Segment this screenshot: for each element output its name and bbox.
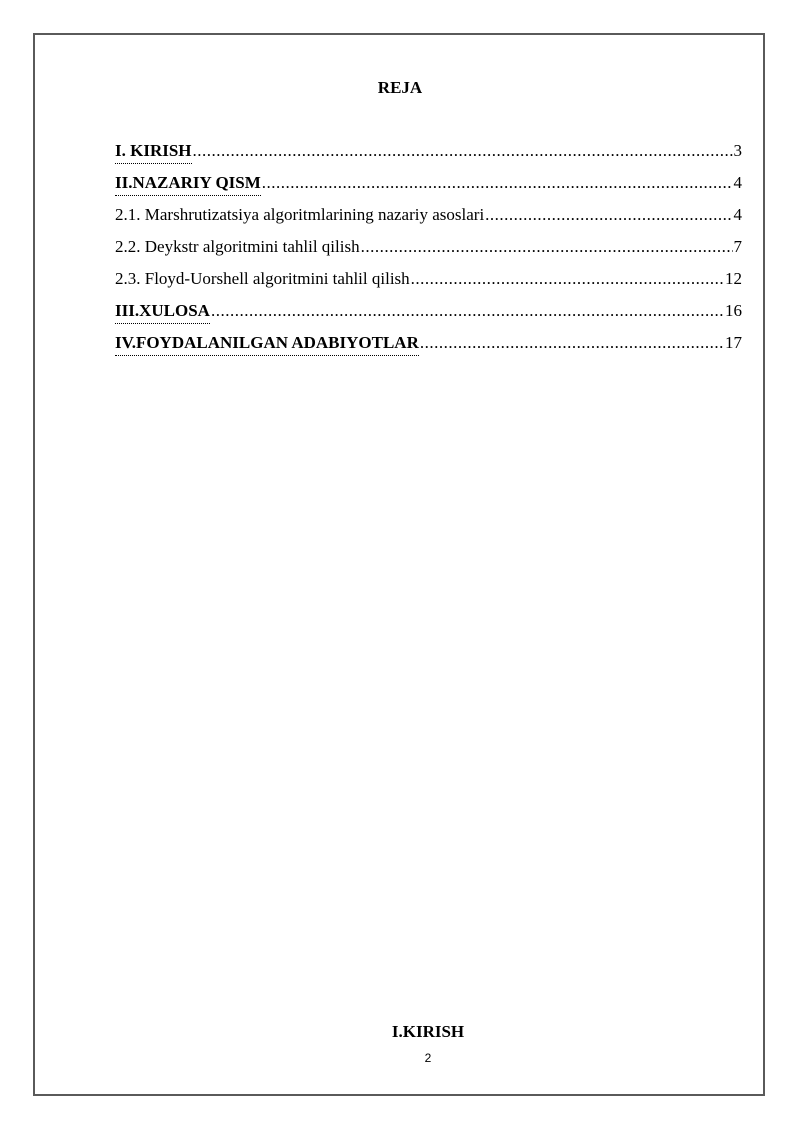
toc-entry-text: III.XULOSA — [115, 299, 210, 324]
toc-page-number: 4 — [733, 205, 742, 224]
toc-leader-dots — [361, 235, 733, 259]
toc-entry-text: II.NAZARIY QISM — [115, 171, 261, 196]
toc-page-number: 7 — [733, 237, 742, 256]
toc-leader-dots — [262, 171, 733, 195]
toc-entry-text: IV.FOYDALANILGAN ADABIYOTLAR — [115, 331, 419, 356]
toc-entry[interactable] — [115, 139, 742, 171]
toc-leader-dots — [411, 267, 724, 291]
toc-entry[interactable] — [115, 171, 742, 203]
toc-leader-dots — [485, 203, 732, 227]
toc-entry-text: I. KIRISH — [115, 139, 192, 164]
toc-leader-dots — [420, 331, 724, 355]
section-heading: I.KIRISH — [391, 1022, 465, 1041]
toc-entry[interactable] — [115, 235, 742, 267]
toc-leader-dots — [193, 139, 733, 163]
toc-page-number: 12 — [725, 269, 742, 288]
toc-entry-text: 2.2. Deykstr algoritmini tahlil qilish — [115, 237, 360, 256]
toc-entry-text: 2.3. Floyd-Uorshell algoritmini tahlil qilish — [115, 269, 410, 288]
document-title: REJA — [377, 78, 423, 97]
toc-leader-dots — [211, 299, 724, 323]
table-of-contents — [115, 139, 742, 363]
toc-entry[interactable] — [115, 331, 742, 363]
toc-page-number: 17 — [725, 333, 742, 352]
toc-entry[interactable] — [115, 203, 742, 235]
toc-page-number: 3 — [733, 141, 742, 160]
toc-entry[interactable] — [115, 267, 742, 299]
toc-entry-text: 2.1. Marshrutizatsiya algoritmlarining nazariy asoslari — [115, 205, 485, 224]
page-number: 2 — [424, 1051, 432, 1065]
toc-page-number: 4 — [733, 173, 742, 192]
toc-page-number: 16 — [725, 301, 742, 320]
toc-entry[interactable] — [115, 299, 742, 331]
